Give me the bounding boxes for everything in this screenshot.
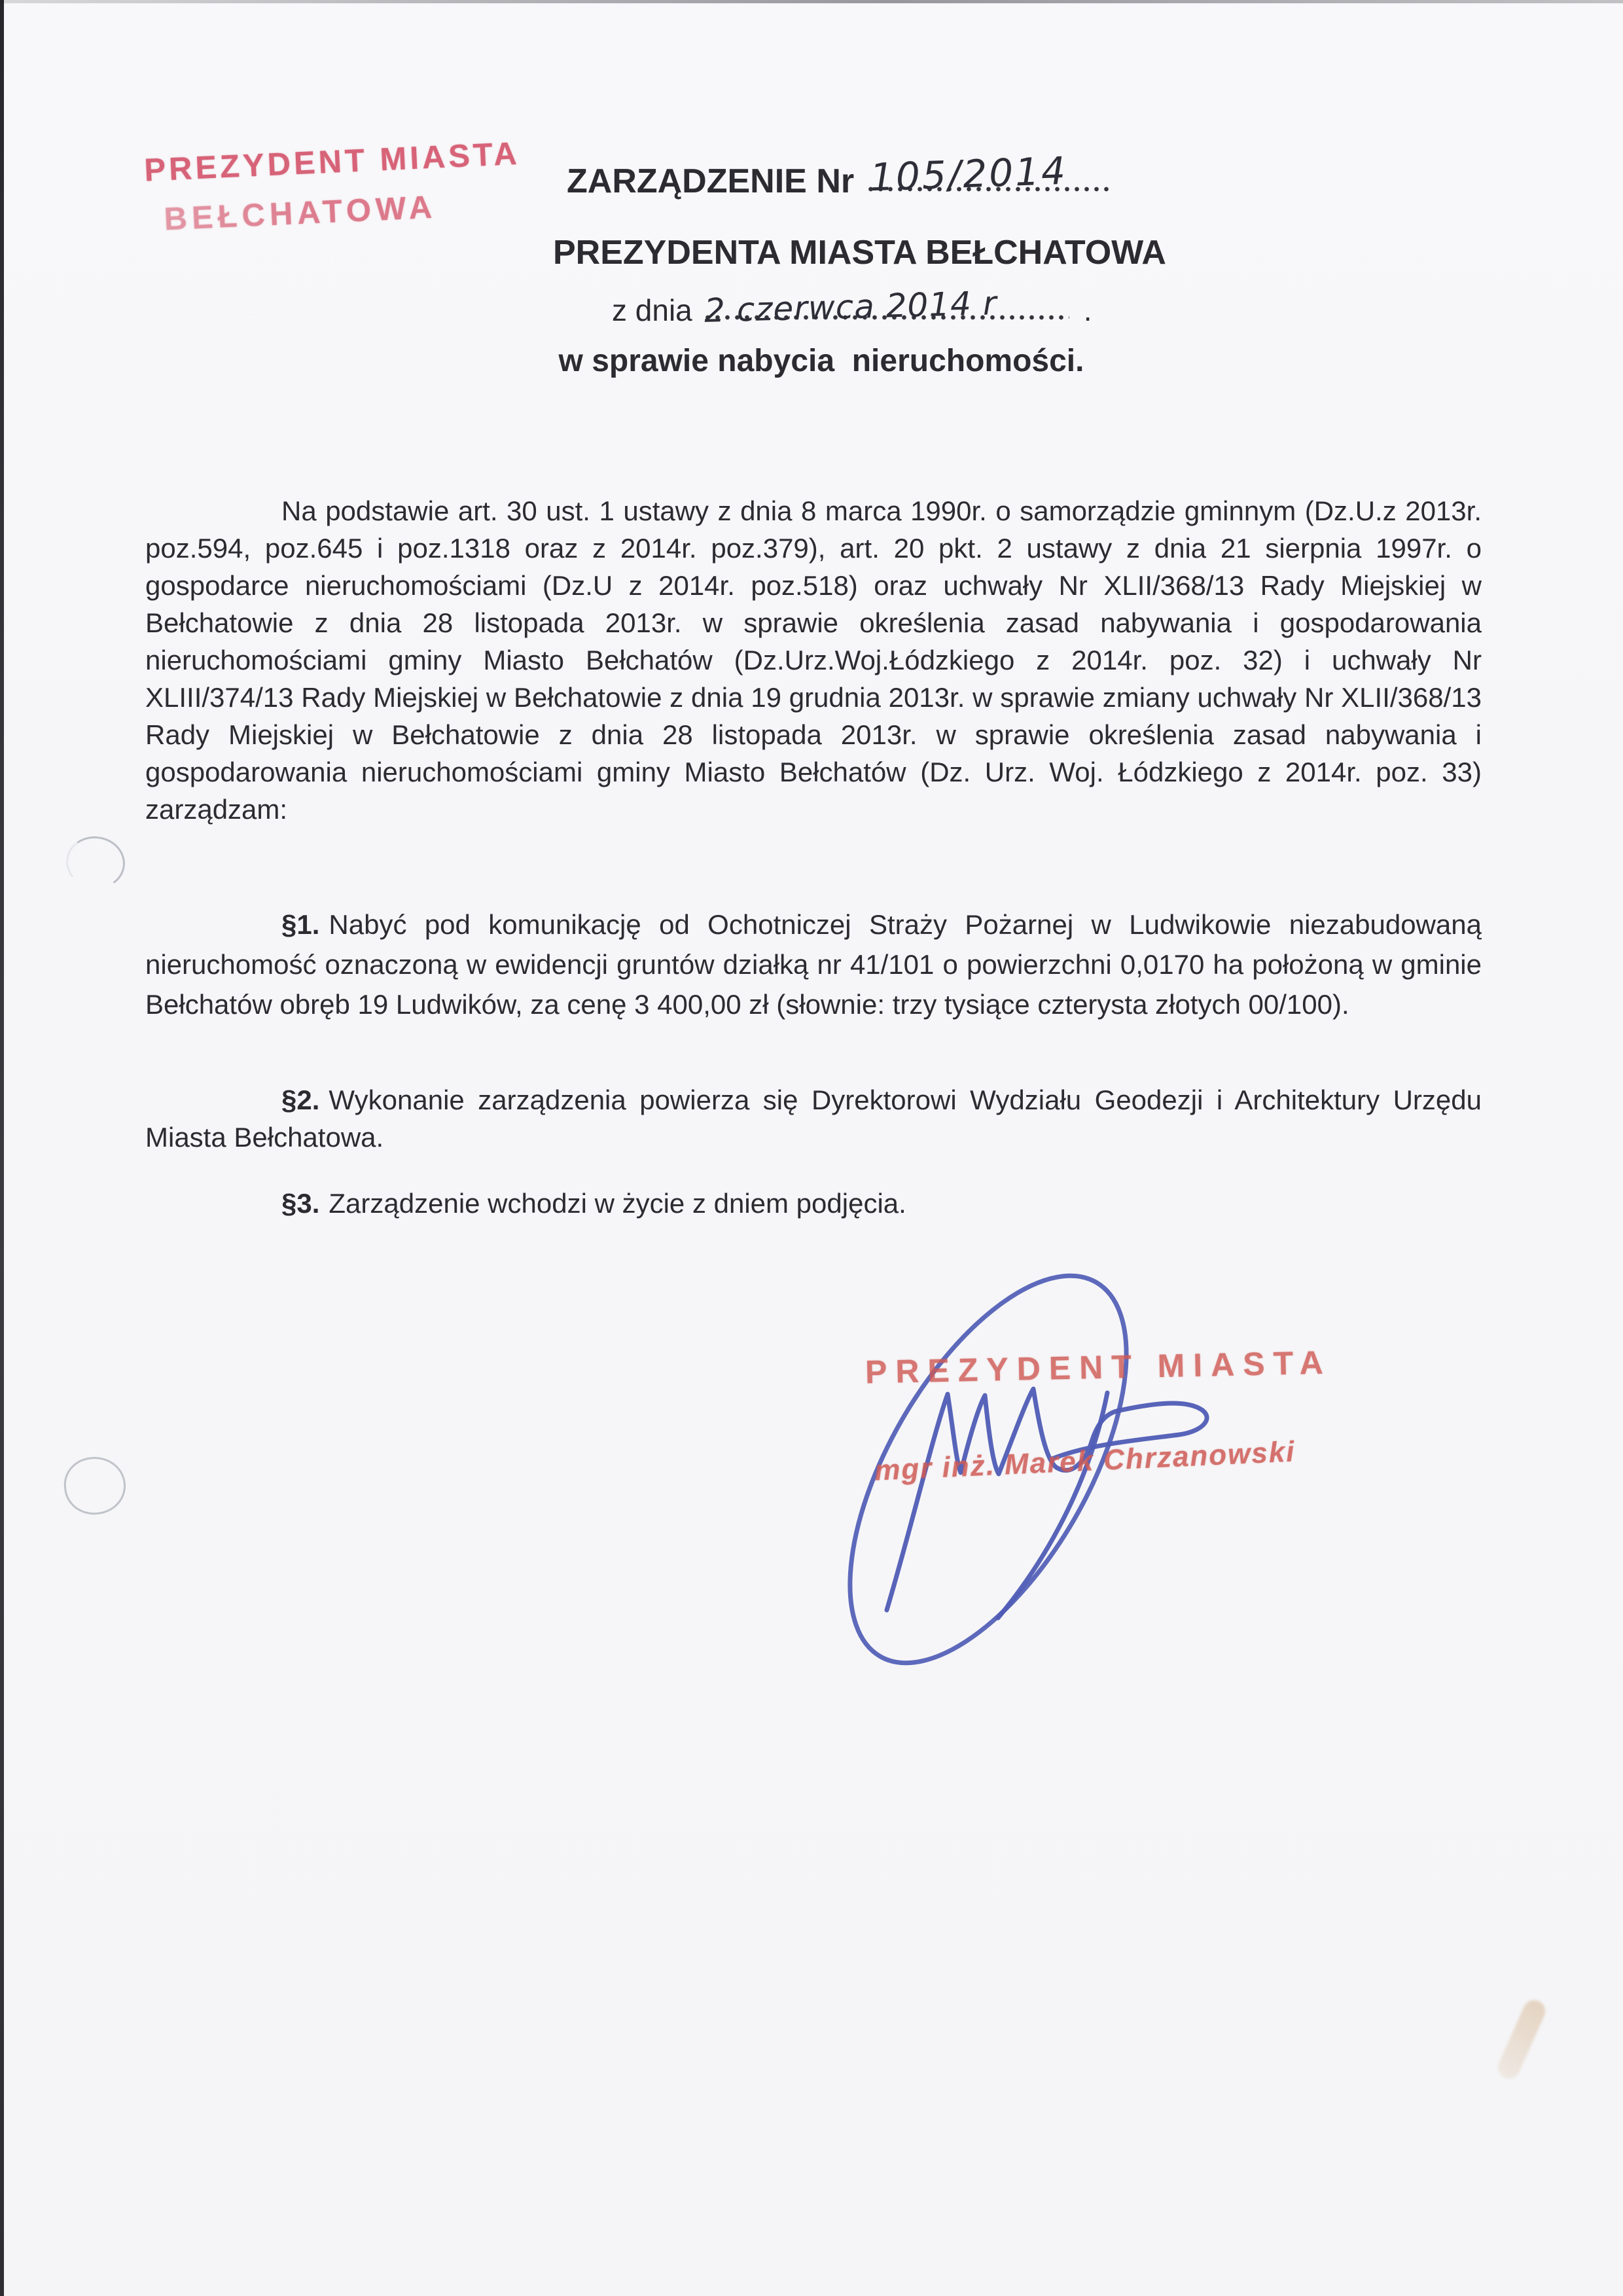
hole-punch-mark-top — [63, 833, 128, 893]
date-dotted-line — [703, 284, 1069, 330]
section-1-marker: §1. — [281, 909, 320, 940]
section-2-marker: §2. — [281, 1085, 320, 1115]
signature-stamp-name: mgr inż. Marek Chrzanowski — [874, 1435, 1296, 1487]
office-stamp-line2: BEŁCHATOWA — [146, 188, 455, 238]
office-stamp-line1: PREZYDENT MIASTA — [143, 135, 521, 188]
ordinance-number-line — [567, 148, 1109, 201]
signature-initials — [887, 1389, 1207, 1610]
signature-tail — [998, 1393, 1107, 1618]
section-2 — [145, 1081, 1482, 1156]
section-3 — [145, 1185, 1482, 1222]
ordinance-number-dotted-line — [866, 148, 1109, 200]
handwritten-date: 2 czerwca 2014 r — [704, 284, 997, 330]
office-stamp — [143, 135, 521, 238]
scan-edge-left — [0, 0, 4, 2296]
section-1-text: Nabyć pod komunikację od Ochotniczej Straży Pożarnej w Ludwikowie niezabudowaną nieruchomość oznaczoną w ewidencji gruntów działką nr 41/101 o powierzchni 0,0170 ha położoną w gminie Bełchatów obręb 19 Ludwików, za cenę 3 400,00 zł (słownie: trzy tysiące czterysta złotych 00/100). — [145, 909, 1482, 1020]
section-2-text: Wykonanie zarządzenia powierza się Dyrektorowi Wydziału Geodezji i Architektury Urzędu Miasta Bełchatowa. — [145, 1085, 1482, 1153]
scan-speck — [1494, 1997, 1548, 2083]
legal-preamble: Na podstawie art. 30 ust. 1 ustawy z dnia 8 marca 1990r. o samorządzie gminnym (Dz.U.z 2013r. poz.594, poz.645 i poz.1318 oraz z 2014r. poz.379), art. 20 pkt. 2 ustawy z dnia 21 sierpnia 1997r. o gospodarce nieruchomościami (Dz.U z 2014r. poz.518) oraz uchwały Nr XLII/368/13 Rady Miejskiej w Bełchatowie z dnia 28 listopada 2013r. w sprawie określenia zasad nabywania i gospodarowania nieruchomościami gminy Miasto Bełchatów (Dz.Urz.Woj.Łódzkiego z 2014r. poz. 32) i uchwały Nr XLIII/374/13 Rady Miejskiej w Bełchatowie z dnia 19 grudnia 2013r. w sprawie zmiany uchwały Nr XLII/368/13 Rady Miejskiej w Bełchatowie z dnia 28 listopada 2013r. w sprawie określenia zasad nabywania i gospodarowania nieruchomościami gminy Miasto Bełchatów (Dz. Urz. Woj. Łódzkiego z 2014r. poz. 33) zarządzam: — [145, 495, 1482, 825]
signature-stamp-title: PREZYDENT MIASTA — [865, 1344, 1332, 1391]
section-1 — [145, 905, 1482, 1024]
section-3-text: Zarządzenie wchodzi w życie z dniem podjęcia. — [329, 1188, 906, 1219]
date-suffix: . — [1083, 293, 1092, 327]
issuer-title: PREZYDENTA MIASTA BEŁCHATOWA — [553, 234, 1166, 272]
section-3-marker: §3. — [281, 1188, 320, 1219]
date-line — [612, 284, 1092, 330]
scan-edge-top — [0, 0, 1623, 3]
ordinance-title-label: ZARZĄDZENIE Nr — [567, 162, 855, 200]
ordinance-subject: w sprawie nabycia nieruchomości. — [558, 344, 1084, 378]
date-prefix: z dnia — [612, 293, 692, 327]
handwritten-ordinance-number: 105/2014 — [869, 148, 1069, 200]
hole-punch-mark-bottom — [62, 1454, 129, 1517]
